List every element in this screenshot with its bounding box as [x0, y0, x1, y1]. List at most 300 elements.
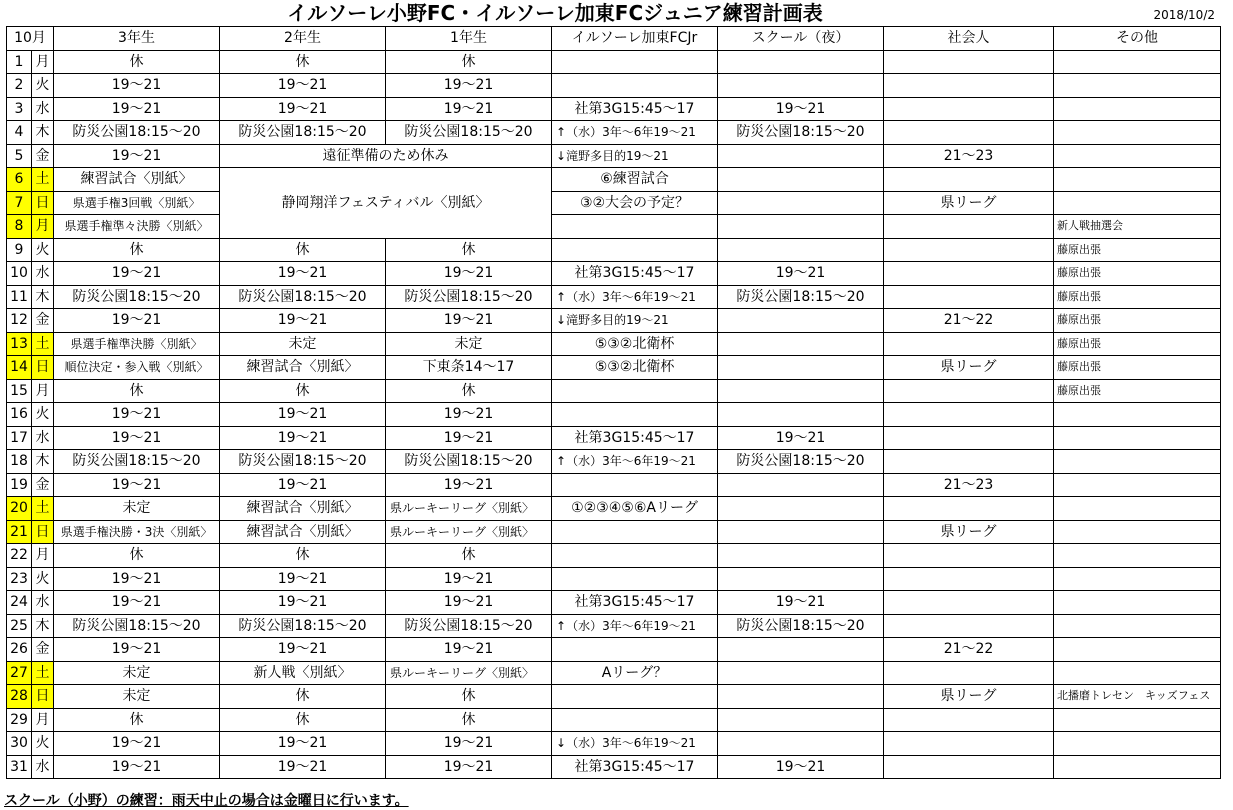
day-number: 27 [7, 661, 32, 685]
school-night-cell [718, 685, 884, 709]
other-cell [1054, 708, 1221, 732]
katou-jr-cell [552, 74, 718, 98]
school-night-cell: 防災公園18:15～20 [718, 450, 884, 474]
school-night-cell [718, 497, 884, 521]
grade1-cell: 19～21 [386, 426, 552, 450]
other-cell [1054, 661, 1221, 685]
grade3-cell: 防災公園18:15～20 [54, 121, 220, 145]
katou-jr-cell: 社第3G15:45～17 [552, 426, 718, 450]
weekday: 水 [32, 262, 54, 286]
katou-jr-cell [552, 708, 718, 732]
adult-cell [884, 285, 1054, 309]
day-number: 9 [7, 238, 32, 262]
table-row [7, 520, 1221, 544]
other-cell [1054, 614, 1221, 638]
grade1-cell: 19～21 [386, 97, 552, 121]
grade2-1-merged-cell: 静岡翔洋フェスティバル〈別紙〉 [220, 168, 552, 239]
school-night-cell [718, 638, 884, 662]
school-night-cell: 19～21 [718, 262, 884, 286]
adult-cell [884, 168, 1054, 192]
day-number: 24 [7, 591, 32, 615]
katou-jr-cell [552, 50, 718, 74]
katou-jr-cell: ⑥練習試合 [552, 168, 718, 192]
adult-cell: 県リーグ [884, 191, 1054, 215]
katou-jr-cell [552, 379, 718, 403]
other-cell: 藤原出張 [1054, 332, 1221, 356]
day-number: 10 [7, 262, 32, 286]
school-night-cell [718, 567, 884, 591]
table-row [7, 285, 1221, 309]
grade3-cell: 休 [54, 379, 220, 403]
weekday: 木 [32, 285, 54, 309]
katou-jr-cell: 社第3G15:45～17 [552, 97, 718, 121]
weekday: 火 [32, 732, 54, 756]
header-row [7, 27, 1221, 51]
grade3-cell: 休 [54, 544, 220, 568]
school-night-cell [718, 473, 884, 497]
katou-jr-cell [552, 403, 718, 427]
katou-jr-cell: 社第3G15:45～17 [552, 755, 718, 779]
grade1-cell: 休 [386, 379, 552, 403]
weekday: 土 [32, 497, 54, 521]
other-cell: 藤原出張 [1054, 309, 1221, 333]
grade2-cell: 防災公園18:15～20 [220, 450, 386, 474]
school-night-cell: 防災公園18:15～20 [718, 614, 884, 638]
katou-jr-cell [552, 544, 718, 568]
grade1-cell: 休 [386, 50, 552, 74]
table-row [7, 74, 1221, 98]
other-cell [1054, 520, 1221, 544]
grade2-cell: 練習試合〈別紙〉 [220, 497, 386, 521]
grade3-cell: 19～21 [54, 97, 220, 121]
grade3-cell: 19～21 [54, 403, 220, 427]
table-row [7, 450, 1221, 474]
table-row [7, 379, 1221, 403]
weekday: 金 [32, 309, 54, 333]
school-night-cell [718, 708, 884, 732]
school-night-cell [718, 309, 884, 333]
school-night-cell [718, 168, 884, 192]
grade2-cell: 練習試合〈別紙〉 [220, 520, 386, 544]
grade1-cell: 防災公園18:15～20 [386, 121, 552, 145]
weekday: 土 [32, 168, 54, 192]
adult-cell [884, 74, 1054, 98]
weekday: 日 [32, 520, 54, 544]
table-row [7, 661, 1221, 685]
katou-jr-cell [552, 215, 718, 239]
table-row [7, 238, 1221, 262]
other-cell [1054, 591, 1221, 615]
day-number: 11 [7, 285, 32, 309]
day-number: 8 [7, 215, 32, 239]
grade2-cell: 19～21 [220, 732, 386, 756]
school-night-cell [718, 332, 884, 356]
adult-cell [884, 121, 1054, 145]
weekday: 月 [32, 50, 54, 74]
weekday: 金 [32, 638, 54, 662]
school-night-cell: 19～21 [718, 426, 884, 450]
katou-jr-cell [552, 238, 718, 262]
header-cell: その他 [1054, 27, 1221, 51]
adult-cell [884, 497, 1054, 521]
weekday: 月 [32, 544, 54, 568]
day-number: 12 [7, 309, 32, 333]
weekday: 土 [32, 332, 54, 356]
grade3-cell: 県選手権準決勝〈別紙〉 [54, 332, 220, 356]
grade1-cell: 19～21 [386, 567, 552, 591]
grade3-cell: 県選手権決勝・3決〈別紙〉 [54, 520, 220, 544]
other-cell [1054, 732, 1221, 756]
table-row [7, 215, 1221, 239]
adult-cell [884, 567, 1054, 591]
school-night-cell [718, 403, 884, 427]
day-number: 25 [7, 614, 32, 638]
weekday: 火 [32, 74, 54, 98]
school-night-cell [718, 215, 884, 239]
grade1-cell: 未定 [386, 332, 552, 356]
other-cell [1054, 638, 1221, 662]
grade1-cell: 休 [386, 708, 552, 732]
school-night-cell: 19～21 [718, 591, 884, 615]
other-cell: 新人戦抽選会 [1054, 215, 1221, 239]
header-cell: 社会人 [884, 27, 1054, 51]
table-row [7, 638, 1221, 662]
day-number: 28 [7, 685, 32, 709]
grade2-cell: 休 [220, 685, 386, 709]
grade3-cell: 19～21 [54, 74, 220, 98]
grade2-cell: 19～21 [220, 755, 386, 779]
katou-jr-cell: ③②大会の予定？ [552, 191, 718, 215]
weekday: 土 [32, 661, 54, 685]
grade2-cell: 防災公園18:15～20 [220, 285, 386, 309]
grade2-cell: 19～21 [220, 74, 386, 98]
grade2-cell: 休 [220, 708, 386, 732]
katou-jr-cell: Aリーグ？ [552, 661, 718, 685]
table-row [7, 685, 1221, 709]
grade1-cell: 防災公園18:15～20 [386, 285, 552, 309]
katou-jr-cell [552, 567, 718, 591]
table-row [7, 50, 1221, 74]
weekday: 水 [32, 426, 54, 450]
grade2-cell: 防災公園18:15～20 [220, 614, 386, 638]
grade3-cell: 防災公園18:15～20 [54, 285, 220, 309]
grade3-cell: 19～21 [54, 638, 220, 662]
adult-cell [884, 50, 1054, 74]
weekday: 日 [32, 685, 54, 709]
grade3-cell: 休 [54, 708, 220, 732]
katou-jr-cell: 社第3G15:45～17 [552, 591, 718, 615]
grade2-cell: 19～21 [220, 638, 386, 662]
grade3-cell: 19～21 [54, 591, 220, 615]
other-cell [1054, 50, 1221, 74]
day-number: 22 [7, 544, 32, 568]
weekday: 火 [32, 567, 54, 591]
adult-cell [884, 755, 1054, 779]
grade2-cell: 未定 [220, 332, 386, 356]
day-number: 3 [7, 97, 32, 121]
day-number: 16 [7, 403, 32, 427]
adult-cell [884, 379, 1054, 403]
grade2-cell: 休 [220, 544, 386, 568]
grade3-cell: 防災公園18:15～20 [54, 450, 220, 474]
weekday: 火 [32, 403, 54, 427]
adult-cell [884, 262, 1054, 286]
school-night-cell: 防災公園18:15～20 [718, 121, 884, 145]
other-cell [1054, 426, 1221, 450]
other-cell: 藤原出張 [1054, 379, 1221, 403]
weekday: 水 [32, 591, 54, 615]
katou-jr-cell: ⑤③②北衛杯 [552, 332, 718, 356]
table-row [7, 97, 1221, 121]
school-night-cell [718, 379, 884, 403]
weekday: 木 [32, 121, 54, 145]
grade3-cell: 19～21 [54, 567, 220, 591]
adult-cell: 21～22 [884, 309, 1054, 333]
adult-cell [884, 450, 1054, 474]
grade1-cell: 休 [386, 544, 552, 568]
day-number: 26 [7, 638, 32, 662]
table-row [7, 262, 1221, 286]
grade3-cell: 19～21 [54, 755, 220, 779]
grade3-cell: 練習試合〈別紙〉 [54, 168, 220, 192]
grade1-cell: 19～21 [386, 755, 552, 779]
katou-jr-cell: ⑤③②北衛杯 [552, 356, 718, 380]
header-cell: 1年生 [386, 27, 552, 51]
school-night-cell [718, 74, 884, 98]
day-number: 7 [7, 191, 32, 215]
weekday: 月 [32, 215, 54, 239]
weekday: 金 [32, 473, 54, 497]
other-cell [1054, 567, 1221, 591]
grade3-cell: 防災公園18:15～20 [54, 614, 220, 638]
grade2-cell: 19～21 [220, 309, 386, 333]
weekday: 月 [32, 379, 54, 403]
grade2-cell: 19～21 [220, 591, 386, 615]
day-number: 15 [7, 379, 32, 403]
katou-jr-cell: ↑（水）3年～6年19～21 [552, 450, 718, 474]
other-cell [1054, 403, 1221, 427]
other-cell [1054, 755, 1221, 779]
table-row [7, 309, 1221, 333]
grade1-cell: 19～21 [386, 473, 552, 497]
grade1-cell: 防災公園18:15～20 [386, 450, 552, 474]
katou-jr-cell [552, 638, 718, 662]
adult-cell [884, 97, 1054, 121]
grade1-cell: 休 [386, 685, 552, 709]
day-number: 21 [7, 520, 32, 544]
grade2-cell: 19～21 [220, 403, 386, 427]
adult-cell [884, 403, 1054, 427]
school-night-cell [718, 520, 884, 544]
footer-note: スクール（小野）の練習：雨天中止の場合は金曜日に行います。 [4, 793, 409, 809]
grade3-cell: 19～21 [54, 732, 220, 756]
table-row [7, 732, 1221, 756]
document-date: 2018/10/2 [1153, 8, 1215, 22]
day-number: 29 [7, 708, 32, 732]
adult-cell: 21～23 [884, 144, 1054, 168]
weekday: 日 [32, 191, 54, 215]
other-cell [1054, 97, 1221, 121]
table-row [7, 708, 1221, 732]
katou-jr-cell: ①②③④⑤⑥Aリーグ [552, 497, 718, 521]
adult-cell [884, 332, 1054, 356]
table-row [7, 567, 1221, 591]
header-cell: 2年生 [220, 27, 386, 51]
school-night-cell [718, 238, 884, 262]
grade3-cell: 県選手権3回戦〈別紙〉 [54, 191, 220, 215]
adult-cell [884, 661, 1054, 685]
grade1-cell: 県ルーキーリーグ〈別紙〉 [386, 520, 552, 544]
page-title: イルソーレ小野FC・イルソーレ加東FCジュニア練習計画表 [287, 1, 823, 25]
katou-jr-cell: ↓滝野多目的19～21 [552, 144, 718, 168]
adult-cell [884, 215, 1054, 239]
katou-jr-cell: ↓（水）3年～6年19～21 [552, 732, 718, 756]
adult-cell: 県リーグ [884, 685, 1054, 709]
grade3-cell: 県選手権準々決勝〈別紙〉 [54, 215, 220, 239]
grade1-cell: 県ルーキーリーグ〈別紙〉 [386, 661, 552, 685]
grade3-cell: 19～21 [54, 473, 220, 497]
school-night-cell: 防災公園18:15～20 [718, 285, 884, 309]
weekday: 金 [32, 144, 54, 168]
other-cell [1054, 450, 1221, 474]
adult-cell [884, 238, 1054, 262]
grade2-1-merged-cell: 遠征準備のため休み [220, 144, 552, 168]
grade3-cell: 順位決定・参入戦〈別紙〉 [54, 356, 220, 380]
grade1-cell: 19～21 [386, 262, 552, 286]
schedule-table [6, 26, 1221, 779]
adult-cell: 県リーグ [884, 520, 1054, 544]
table-row [7, 426, 1221, 450]
other-cell: 藤原出張 [1054, 285, 1221, 309]
katou-jr-cell [552, 520, 718, 544]
katou-jr-cell: ↑（水）3年～6年19～21 [552, 614, 718, 638]
other-cell: 藤原出張 [1054, 238, 1221, 262]
other-cell [1054, 544, 1221, 568]
day-number: 18 [7, 450, 32, 474]
school-night-cell: 19～21 [718, 97, 884, 121]
day-number: 31 [7, 755, 32, 779]
katou-jr-cell: ↑（水）3年～6年19～21 [552, 121, 718, 145]
other-cell: 藤原出張 [1054, 356, 1221, 380]
grade3-cell: 未定 [54, 497, 220, 521]
table-row [7, 168, 1221, 192]
grade2-cell: 練習試合〈別紙〉 [220, 356, 386, 380]
grade3-cell: 19～21 [54, 262, 220, 286]
table-row [7, 191, 1221, 215]
grade1-cell: 19～21 [386, 732, 552, 756]
school-night-cell [718, 661, 884, 685]
table-row [7, 755, 1221, 779]
grade3-cell: 19～21 [54, 309, 220, 333]
grade2-cell: 19～21 [220, 567, 386, 591]
table-row [7, 497, 1221, 521]
weekday: 火 [32, 238, 54, 262]
header-cell: 3年生 [54, 27, 220, 51]
grade1-cell: 19～21 [386, 591, 552, 615]
weekday: 木 [32, 450, 54, 474]
adult-cell [884, 614, 1054, 638]
grade3-cell: 休 [54, 238, 220, 262]
grade1-cell: 防災公園18:15～20 [386, 614, 552, 638]
other-cell [1054, 168, 1221, 192]
school-night-cell: 19～21 [718, 755, 884, 779]
adult-cell [884, 732, 1054, 756]
table-row [7, 332, 1221, 356]
other-cell [1054, 497, 1221, 521]
adult-cell [884, 708, 1054, 732]
weekday: 木 [32, 614, 54, 638]
katou-jr-cell: ↑（水）3年～6年19～21 [552, 285, 718, 309]
day-number: 30 [7, 732, 32, 756]
weekday: 水 [32, 755, 54, 779]
grade1-cell: 19～21 [386, 638, 552, 662]
day-number: 23 [7, 567, 32, 591]
grade1-cell: 19～21 [386, 309, 552, 333]
day-number: 4 [7, 121, 32, 145]
grade3-cell: 未定 [54, 661, 220, 685]
other-cell [1054, 74, 1221, 98]
grade1-cell: 下東条14～17 [386, 356, 552, 380]
other-cell: 藤原出張 [1054, 262, 1221, 286]
grade2-cell: 防災公園18:15～20 [220, 121, 386, 145]
katou-jr-cell: 社第3G15:45～17 [552, 262, 718, 286]
grade3-cell: 19～21 [54, 426, 220, 450]
adult-cell: 県リーグ [884, 356, 1054, 380]
katou-jr-cell [552, 473, 718, 497]
other-cell [1054, 144, 1221, 168]
grade2-cell: 休 [220, 379, 386, 403]
day-number: 14 [7, 356, 32, 380]
school-night-cell [718, 50, 884, 74]
day-number: 19 [7, 473, 32, 497]
day-number: 17 [7, 426, 32, 450]
day-number: 13 [7, 332, 32, 356]
weekday: 月 [32, 708, 54, 732]
table-row [7, 473, 1221, 497]
day-number: 1 [7, 50, 32, 74]
header-month: 10月 [7, 27, 54, 51]
header-cell: イルソーレ加東FCJr [552, 27, 718, 51]
grade1-cell: 県ルーキーリーグ〈別紙〉 [386, 497, 552, 521]
grade3-cell: 19～21 [54, 144, 220, 168]
grade2-cell: 新人戦〈別紙〉 [220, 661, 386, 685]
grade2-cell: 19～21 [220, 262, 386, 286]
table-row [7, 144, 1221, 168]
weekday: 日 [32, 356, 54, 380]
adult-cell [884, 544, 1054, 568]
adult-cell: 21～22 [884, 638, 1054, 662]
grade1-cell: 19～21 [386, 74, 552, 98]
other-cell: 北播磨トレセン キッズフェス [1054, 685, 1221, 709]
grade3-cell: 休 [54, 50, 220, 74]
katou-jr-cell [552, 685, 718, 709]
table-row [7, 614, 1221, 638]
school-night-cell [718, 144, 884, 168]
school-night-cell [718, 732, 884, 756]
other-cell [1054, 121, 1221, 145]
grade2-cell: 休 [220, 238, 386, 262]
grade3-cell: 未定 [54, 685, 220, 709]
day-number: 2 [7, 74, 32, 98]
grade1-cell: 19～21 [386, 403, 552, 427]
adult-cell: 21～23 [884, 473, 1054, 497]
day-number: 6 [7, 168, 32, 192]
grade2-cell: 19～21 [220, 473, 386, 497]
day-number: 20 [7, 497, 32, 521]
other-cell [1054, 473, 1221, 497]
table-row [7, 356, 1221, 380]
table-row [7, 121, 1221, 145]
